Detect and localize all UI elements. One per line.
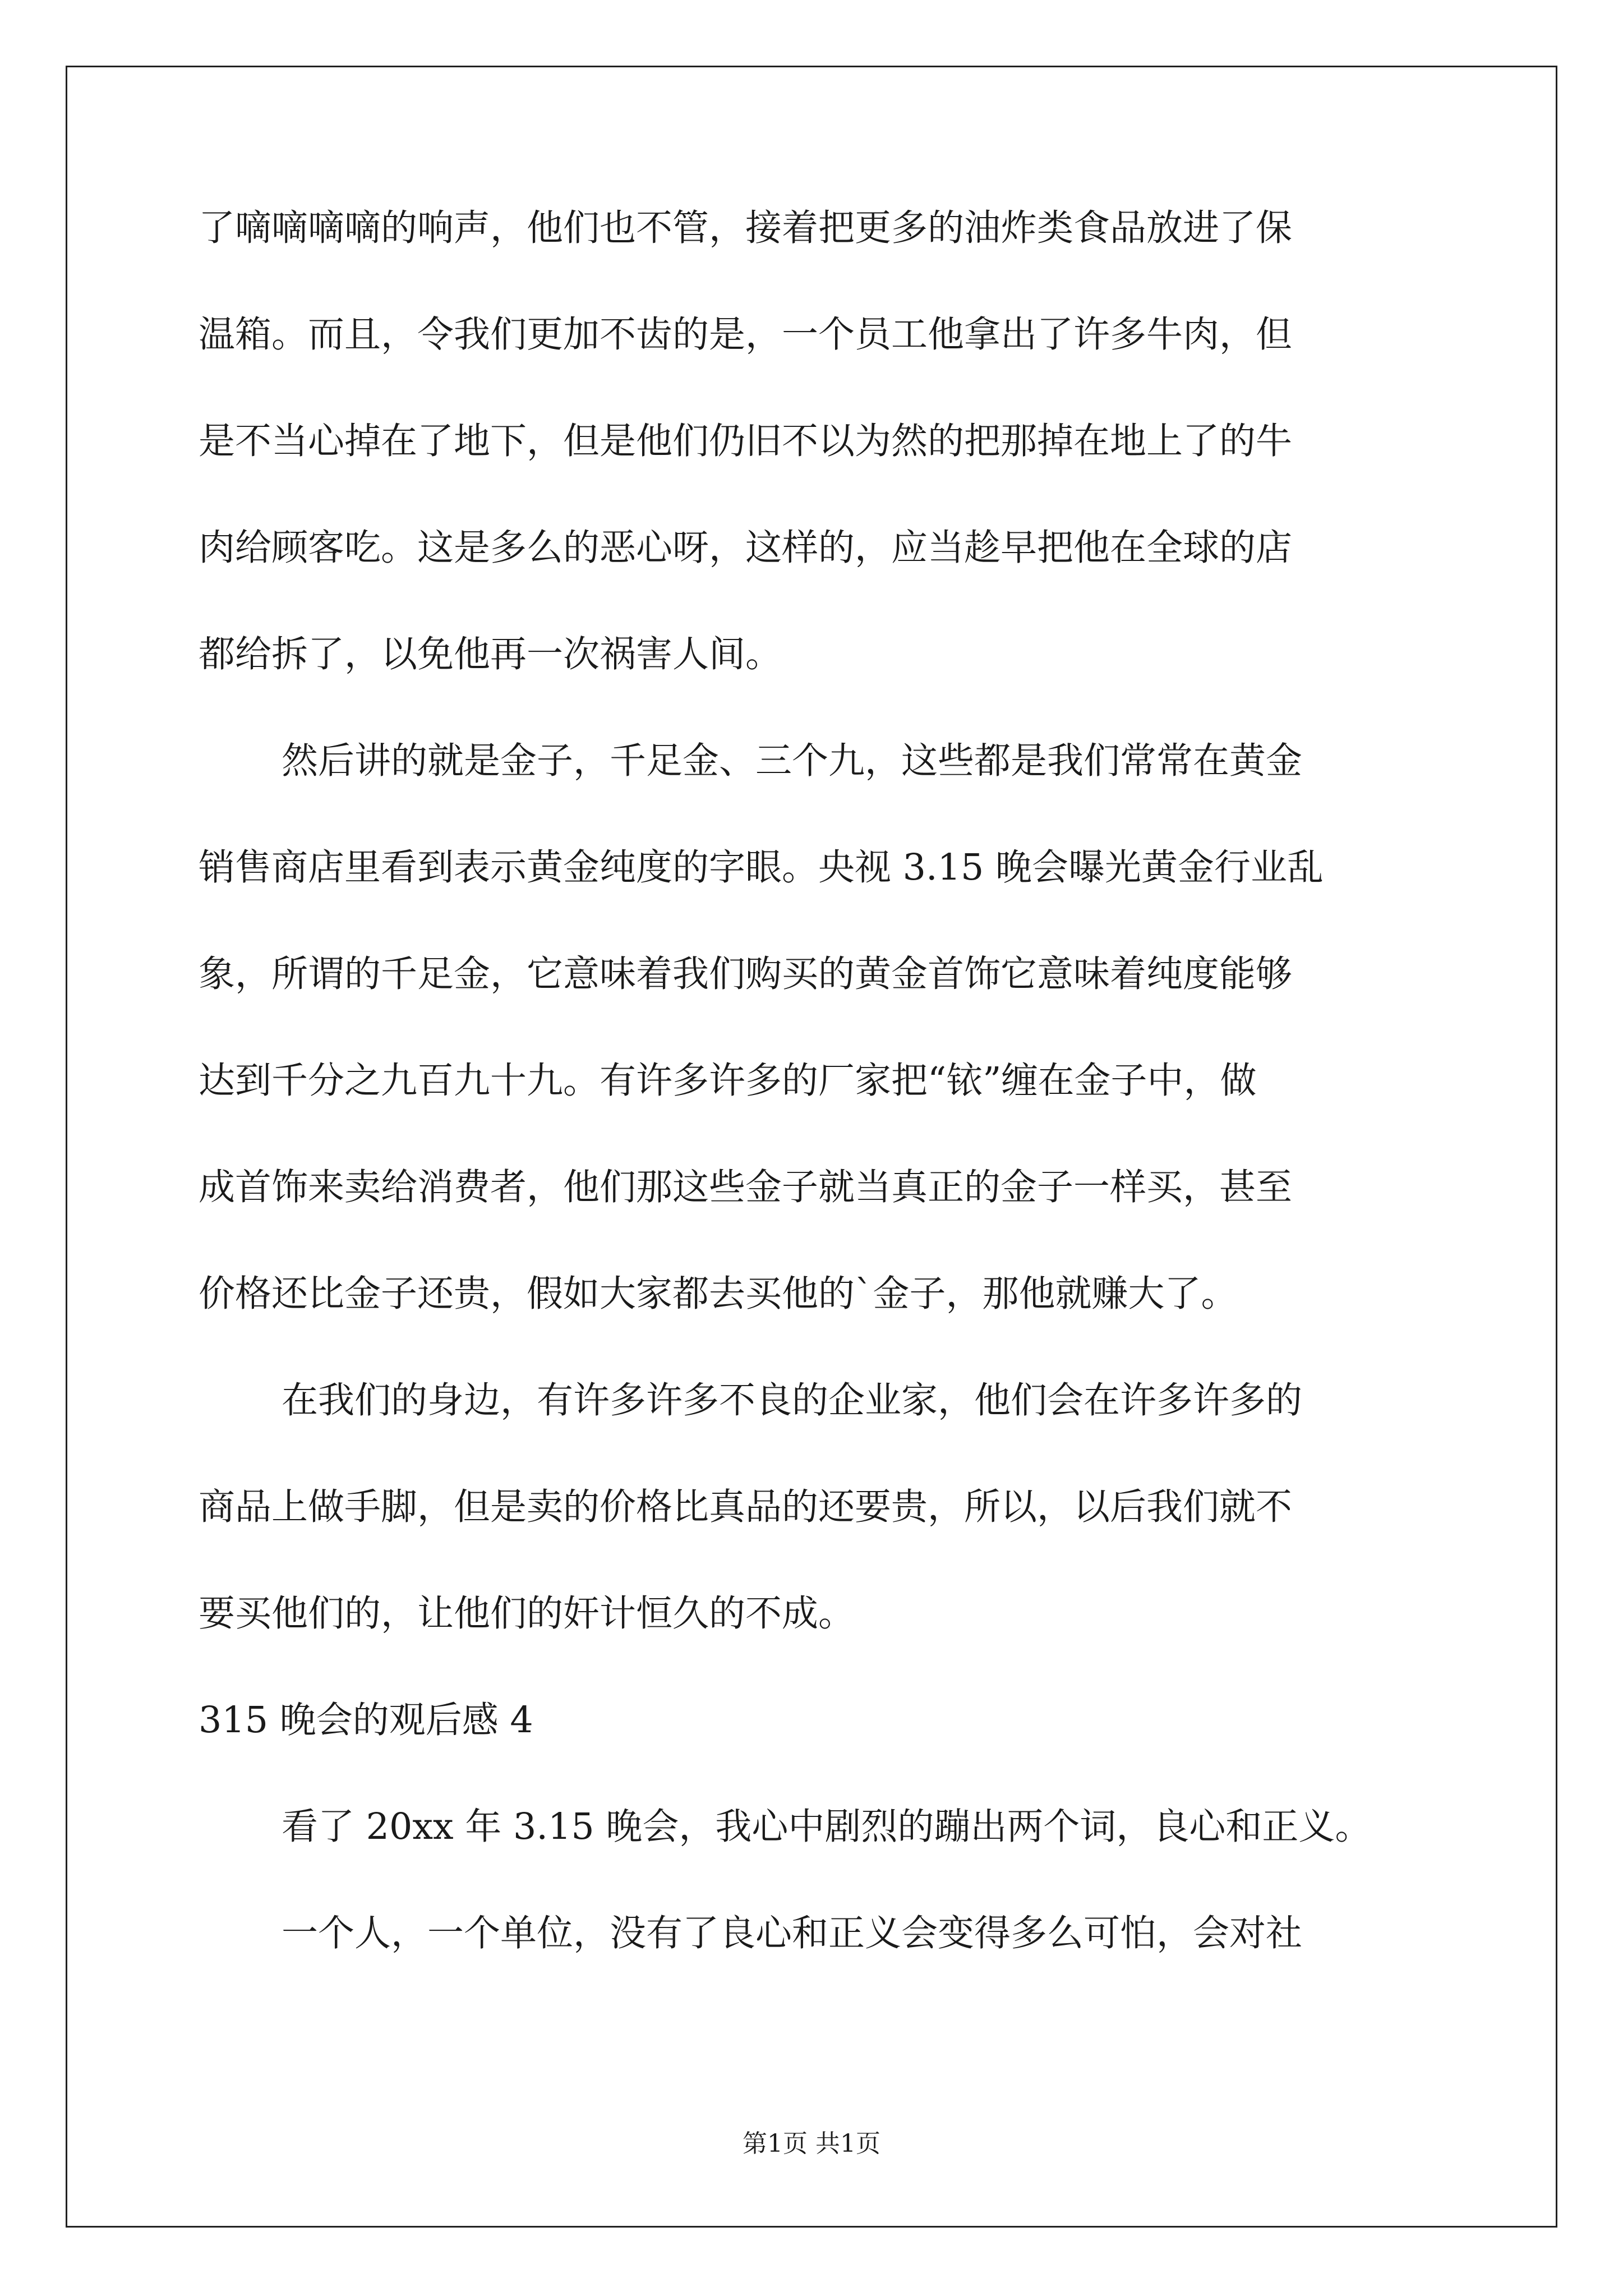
- text-line: 达到千分之九百九十九。有许多许多的厂家把“铱”缠在金子中，做: [199, 1060, 1257, 1102]
- section-heading: 315 晚会的观后感 4: [199, 1699, 533, 1741]
- text-line: 销售商店里看到表示黄金纯度的字眼。央视 3.15 晚会曝光黄金行业乱: [199, 846, 1324, 889]
- page-footer: 第1页 共1页: [743, 2129, 880, 2158]
- text-line: 成首饰来卖给消费者，他们那这些金子就当真正的金子一样买，甚至: [199, 1166, 1293, 1208]
- text-line: 是不当心掉在了地下，但是他们仍旧不以为然的把那掉在地上了的牛: [199, 420, 1293, 462]
- paragraph-start-line: 在我们的身边，有许多许多不良的企业家，他们会在许多许多的: [282, 1379, 1303, 1421]
- text-line: 温箱。而且，令我们更加不齿的是，一个员工他拿出了许多牛肉，但: [199, 314, 1293, 356]
- text-line: 价格还比金子还贵，假如大家都去买他的`金子，那他就赚大了。: [199, 1273, 1238, 1315]
- text-line: 肉给顾客吃。这是多么的恶心呀，这样的，应当趁早把他在全球的店: [199, 527, 1293, 569]
- text-line: 商品上做手脚，但是卖的价格比真品的还要贵，所以，以后我们就不: [199, 1486, 1293, 1528]
- paragraph-start-line: 然后讲的就是金子，千足金、三个九，这些都是我们常常在黄金: [282, 740, 1303, 782]
- text-line: 了嘀嘀嘀嘀的响声，他们也不管，接着把更多的油炸类食品放进了保: [199, 207, 1293, 249]
- text-line: 都给拆了，以免他再一次祸害人间。: [199, 633, 782, 675]
- text-line: 要买他们的，让他们的奸计恒久的不成。: [199, 1593, 855, 1635]
- text-line: 象，所谓的千足金，它意味着我们购买的黄金首饰它意味着纯度能够: [199, 953, 1293, 995]
- document-body: [199, 207, 1427, 2022]
- paragraph-start-line: 一个人，一个单位，没有了良心和正义会变得多么可怕，会对社: [282, 1912, 1303, 1954]
- paragraph-start-line: 看了 20xx 年 3.15 晚会，我心中剧烈的蹦出两个词，良心和正义。: [282, 1806, 1372, 1848]
